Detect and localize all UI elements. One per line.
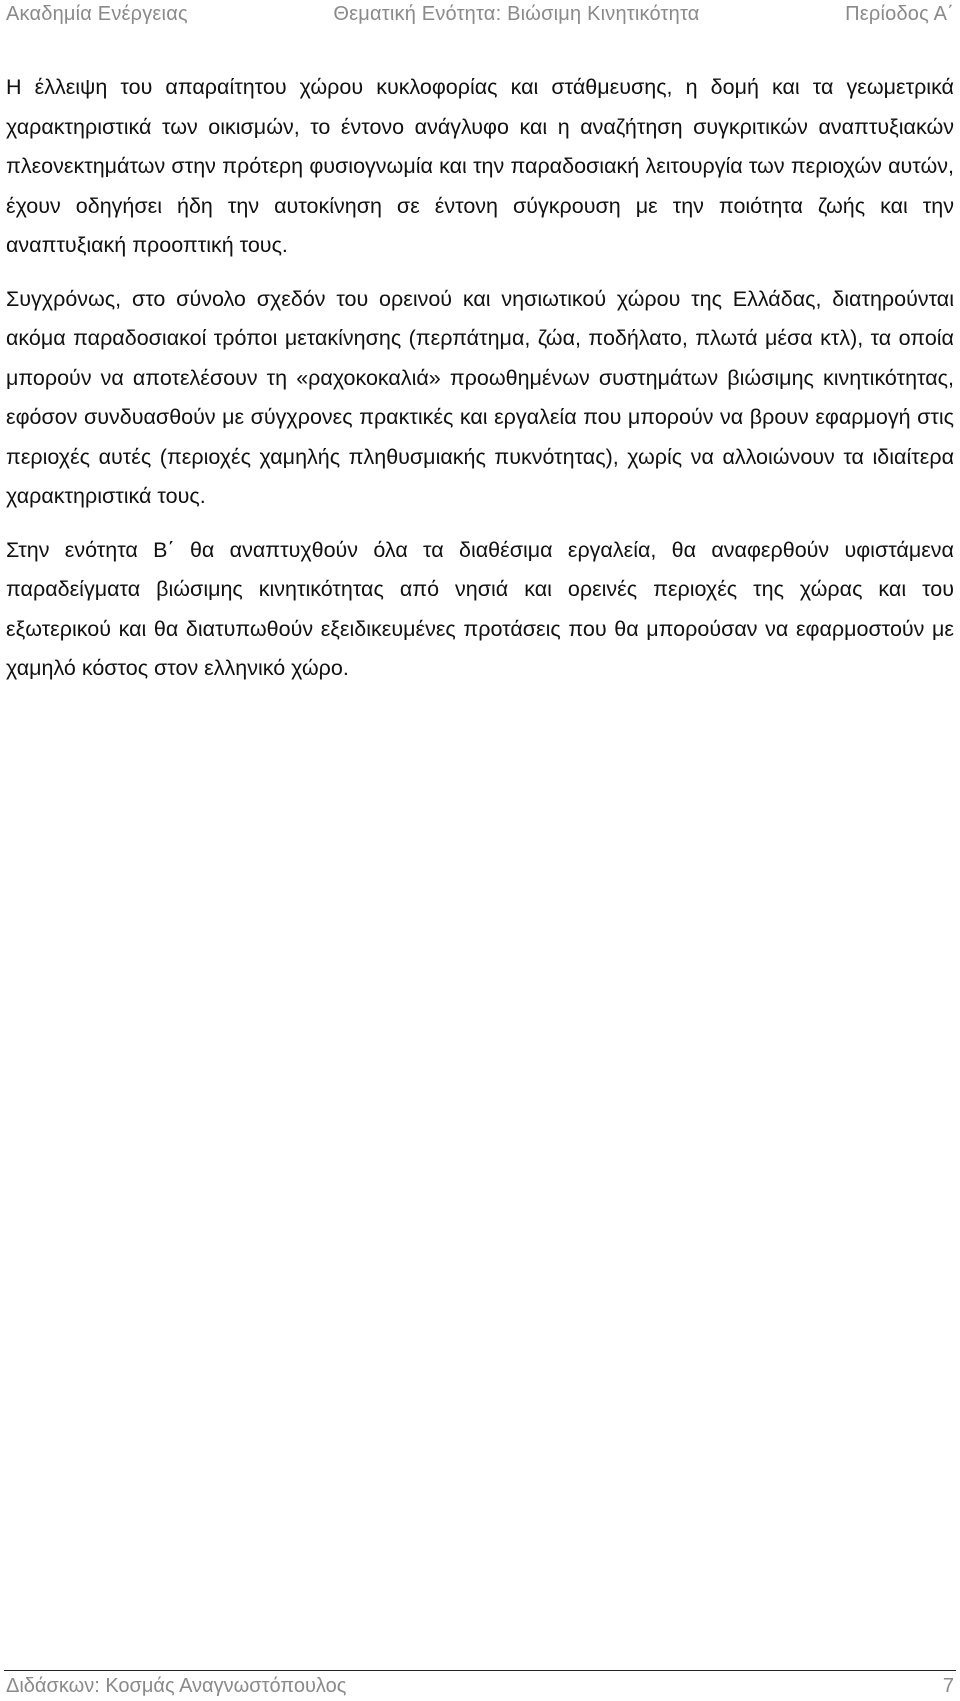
page-header <box>6 0 954 28</box>
paragraph-2: Συγχρόνως, στο σύνολο σχεδόν του ορεινού και νησιωτικού χώρου της Ελλάδας, διατηρούνται ακόμα παραδοσιακοί τρόποι μετακίνησης (περπάτημα, ζώα, ποδήλατο, πλωτά μέσα κτλ), τα οποία μπορούν να αποτελέσουν τη «ραχοκοκαλιά» προωθημένων συστημάτων βιώσιμης κινητικότητας, εφόσον συνδυασθούν με σύγχρονες πρακτικές και εργαλεία που μπορούν να βρουν εφαρμογή στις περιοχές αυτές (περιοχές χαμηλής πληθυσμιακής πυκνότητας), χωρίς να αλλοιώνουν τα ιδιαίτερα χαρακτηριστικά τους. <box>6 286 954 508</box>
page-footer <box>6 1673 954 1699</box>
footer-instructor: Διδάσκων: Κοσμάς Αναγνωστόπουλος <box>6 1674 347 1697</box>
page-number: 7 <box>942 1674 954 1697</box>
header-academy: Ακαδημία Ενέργειας <box>6 2 188 25</box>
footer-divider <box>4 1670 956 1671</box>
paragraph-3: Στην ενότητα Β΄ θα αναπτυχθούν όλα τα διαθέσιμα εργαλεία, θα αναφερθούν υφιστάμενα παραδείγματα βιώσιμης κινητικότητας από νησιά και ορεινές περιοχές της χώρας και του εξωτερικού και θα διατυπωθούν εξειδικευμένες προτάσεις που θα μπορούσαν να εφαρμοστούν με χαμηλό κόστος στον ελληνικό χώρο. <box>6 537 954 680</box>
document-body <box>6 68 954 703</box>
header-topic: Θεματική Ενότητα: Βιώσιμη Κινητικότητα <box>333 2 700 25</box>
paragraph-1: Η έλλειψη του απαραίτητου χώρου κυκλοφορίας και στάθμευσης, η δομή και τα γεωμετρικά χαρακτηριστικά των οικισμών, το έντονο ανάγλυφο και η αναζήτηση συγκριτικών αναπτυξιακών πλεονεκτημάτων στην πρότερη φυσιογνωμία και την παραδοσιακή λειτουργία των περιοχών αυτών, έχουν οδηγήσει ήδη την αυτοκίνηση σε έντονη σύγκρουση με την ποιότητα ζωής και την αναπτυξιακή προοπτική τους. <box>6 75 954 257</box>
header-period: Περίοδος Α΄ <box>845 2 954 25</box>
